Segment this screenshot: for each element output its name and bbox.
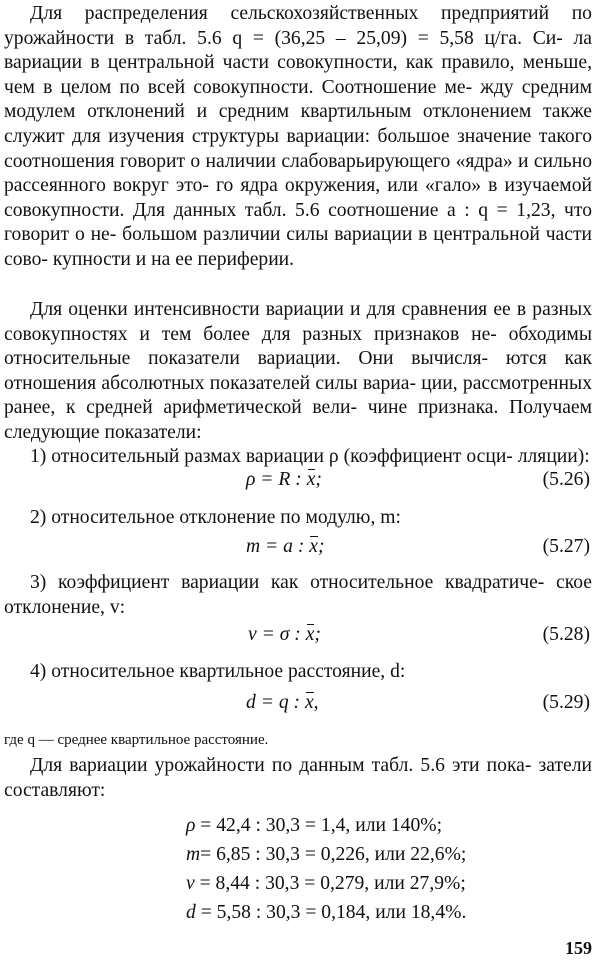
text-line: Для оценки интенсивности вариации и для сравнения ее — [30, 299, 511, 320]
footnote-q-definition: где q — среднее квартильное расстояние. — [4, 732, 269, 748]
formula-5-26 — [0, 467, 600, 493]
text-line: обходимы относительные показатели вариации. Они вычисля- — [4, 323, 592, 370]
text-line: купности и на ее периферии. — [52, 248, 295, 270]
equation-number: (5.26) — [542, 469, 590, 490]
text-line: го ядра окружения, или «гало» в изучаемой совокупности. Для — [4, 175, 592, 221]
text-line: 4) относительное квартильное расстояние, d: — [30, 661, 406, 682]
text-line: Для распределения сельскохозяйственных предприятий — [30, 3, 550, 24]
item-2-label — [4, 506, 592, 531]
formula-expression: ρ = R : x; — [246, 467, 322, 493]
text-line: данных табл. 5.6 соотношение a : q = 1,23, что говорит о не- — [4, 199, 592, 246]
equation-number: (5.28) — [542, 624, 590, 645]
equation-number: (5.29) — [542, 692, 590, 713]
item-1-label — [4, 445, 592, 470]
result-v: v = 8,44 : 30,3 = 0,279, или 27,9%; — [186, 873, 466, 894]
result-m: m= 6,85 : 30,3 = 0,226, или 22,6%; — [186, 844, 467, 865]
formula-expression: d = q : x, — [246, 690, 319, 716]
text-line: большое значение такого соотношения говорит о наличии — [4, 125, 593, 172]
text-line: ское отклонение, v: — [4, 572, 592, 618]
equation-number: (5.27) — [542, 536, 590, 557]
text-line: по урожайности в табл. 5.6 q = (36,25 – 25,09) = 5,58 ц/га. Си- — [4, 3, 592, 49]
text-line: Для вариации урожайности по данным табл. 5.6 эти пока- — [30, 755, 532, 776]
text-line: в разных совокупностях и тем более для разных признаков не- — [4, 299, 592, 345]
text-line: ла вариации в центральной части совокупности, как правило, — [4, 27, 592, 74]
result-rho: ρ = 42,4 : 30,3 = 1,4, или 140%; — [186, 815, 443, 836]
text-line: чине признака. Получаем следующие показатели: — [4, 397, 592, 443]
item-3-label — [4, 571, 592, 620]
text-line: 2) относительное отклонение по модулю, m: — [30, 507, 401, 528]
text-line: ются как отношения абсолютных показателей силы вариа- — [4, 348, 592, 394]
text-line: 1) относительный размах вариации ρ (коэффициент осци- — [30, 446, 513, 467]
text-line: жду средним модулем отклонений и средним квартильным — [4, 76, 592, 123]
formula-5-27 — [0, 534, 600, 560]
text-line: 3) коэффициент вариации как относительное квадратиче- — [30, 572, 545, 593]
text-line: меньше, чем в целом по всей совокупности. Соотношение ме- — [4, 52, 592, 98]
formula-5-28 — [0, 622, 600, 648]
text-line: большом различии силы вариации в центральной части сово- — [4, 224, 593, 270]
text-line: отклонением также служит для изучения структуры вариации: — [4, 101, 592, 147]
text-line: ции, рассмотренных ранее, к средней арифметической вели- — [4, 372, 592, 419]
formula-expression: m = a : x; — [246, 534, 325, 560]
formula-expression: v = σ : x; — [248, 622, 321, 648]
summary-paragraph — [4, 754, 592, 803]
text-line: затели составляют: — [4, 755, 592, 801]
item-4-label — [4, 660, 592, 685]
text-line: лляции): — [517, 446, 590, 467]
formula-5-29 — [0, 690, 600, 716]
paragraph-structure-of-variation — [4, 2, 592, 273]
page-number: 159 — [565, 938, 592, 958]
result-d: d = 5,58 : 30,3 = 0,184, или 18,4%. — [186, 902, 467, 923]
paragraph-relative-indicators — [4, 298, 592, 446]
text-line: слабоварьирующего «ядра» и сильно рассеянного вокруг это- — [4, 150, 592, 197]
